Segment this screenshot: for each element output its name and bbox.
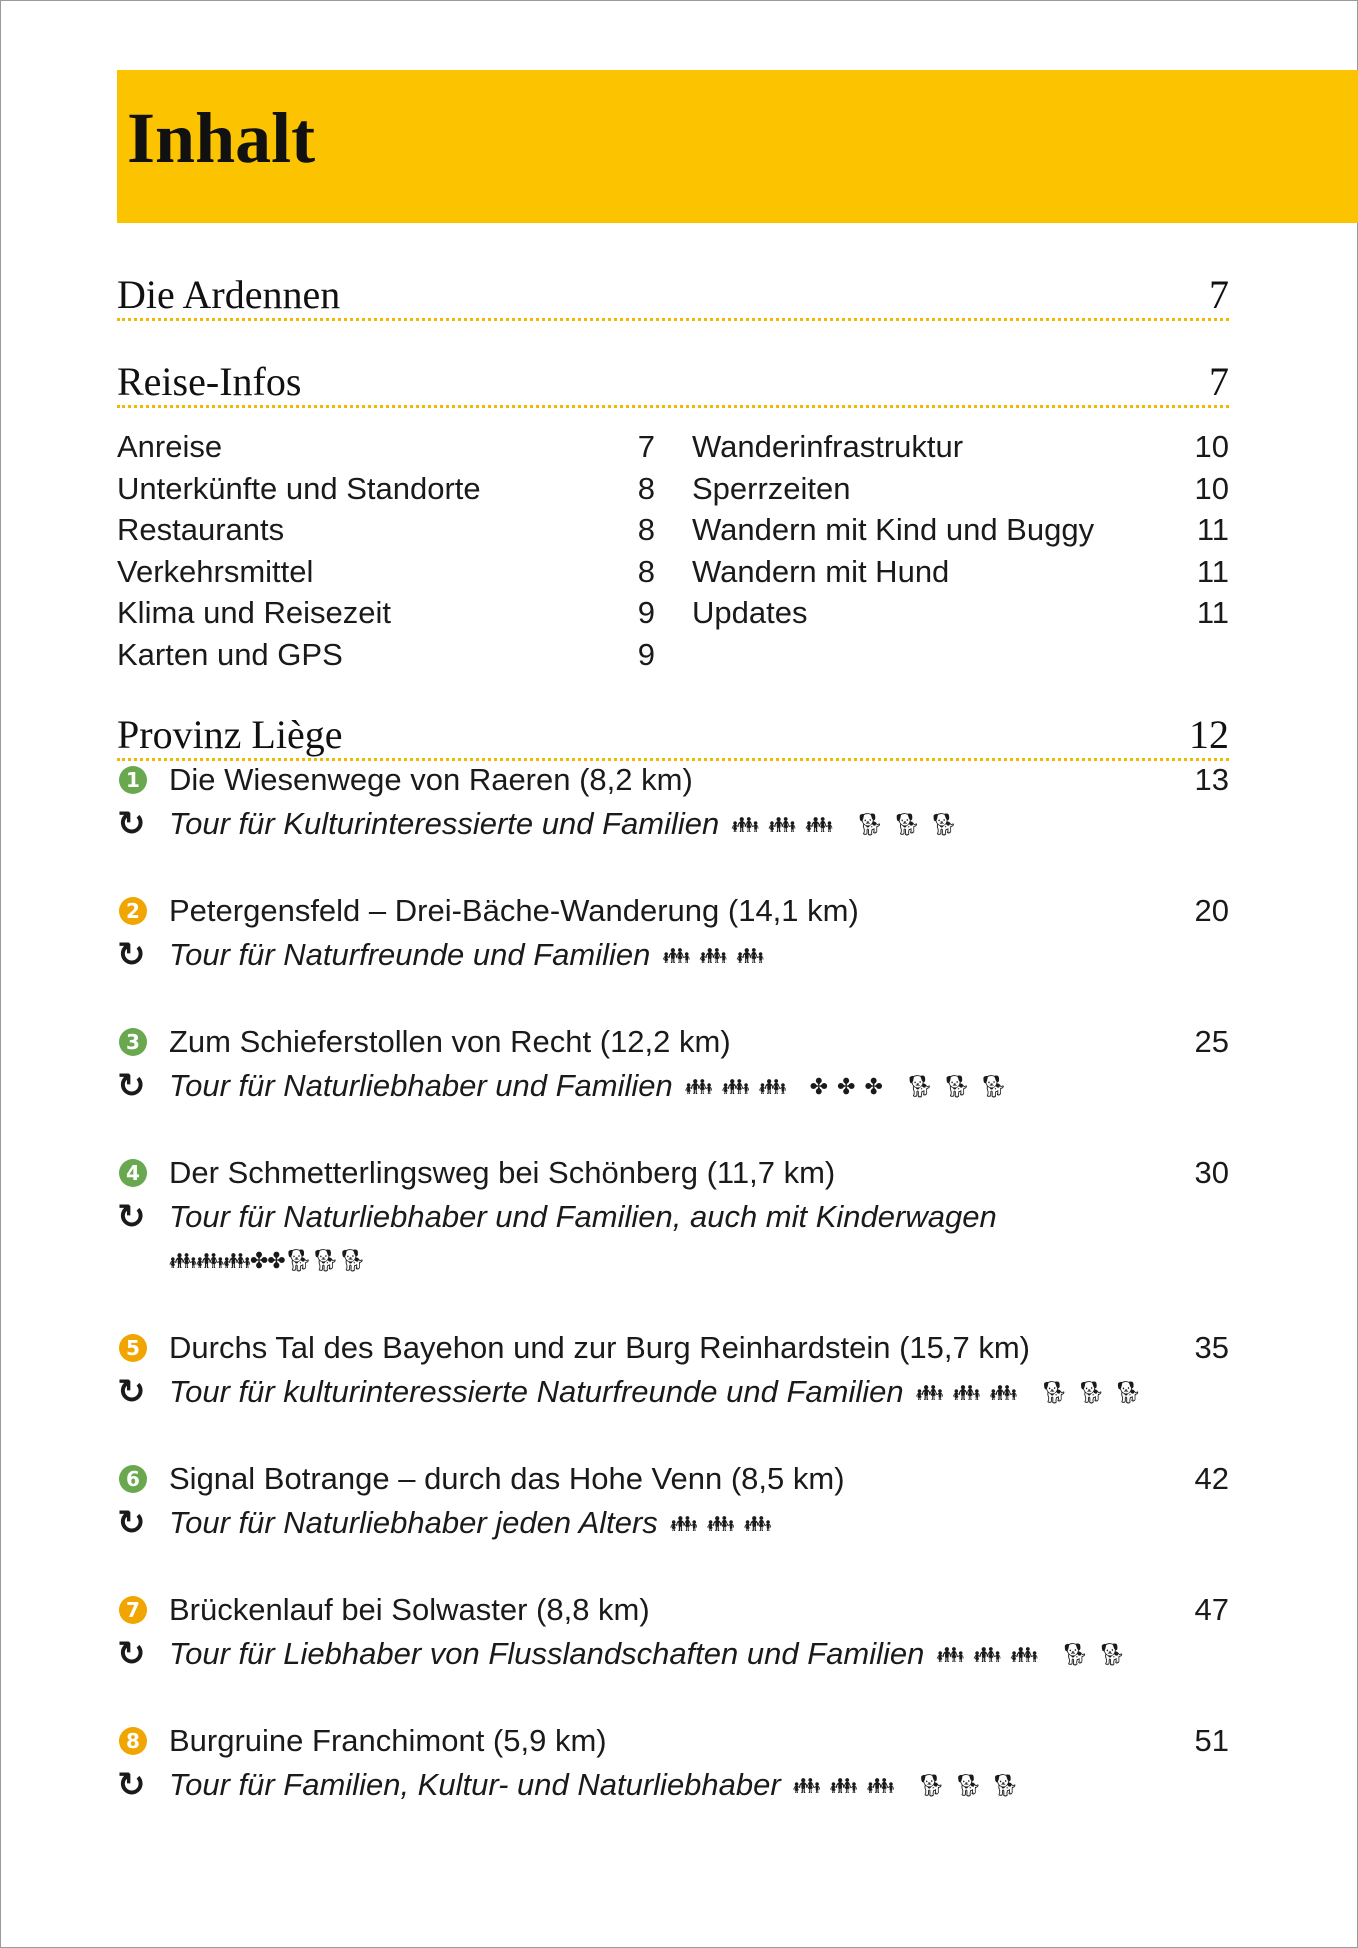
tour-title-line: [117, 1719, 1229, 1763]
toc-label: Klima und Reisezeit: [117, 595, 391, 630]
dog-icon: 🐕︎: [1061, 1642, 1089, 1667]
family-icon: 👪︎: [936, 1642, 964, 1667]
loop-icon: ↻: [117, 1503, 146, 1543]
dog-icon: 🐕︎: [917, 1773, 945, 1798]
loop-icon: ↻: [117, 1066, 146, 1106]
family-icon: 👪︎: [915, 1380, 943, 1405]
tour-number-badge: 5: [119, 1334, 147, 1362]
tour-name: Petergensfeld – Drei-Bäche-Wanderung (14,1 km): [169, 893, 859, 928]
toc-page: 8: [637, 512, 655, 547]
tour-suitability-icons: [916, 1371, 1152, 1415]
tour-name: Burgruine Franchimont (5,9 km): [169, 1723, 607, 1758]
reise-infos-left: [117, 426, 655, 675]
tour-title-line: [117, 1588, 1229, 1632]
tour-description: Tour für Naturliebhaber jeden Alters 👪︎ 👪︎ 👪︎: [169, 1501, 781, 1546]
toc-label: Karten und GPS: [117, 636, 343, 672]
family-icon: 👪︎: [829, 1773, 857, 1798]
toc-entry[interactable]: [692, 468, 1229, 510]
stroller-icon: ✤: [809, 1074, 827, 1099]
family-icon: 👪︎: [706, 1511, 734, 1536]
tour-entry[interactable]: [117, 1588, 1229, 1676]
tour-entry[interactable]: [117, 1151, 1229, 1283]
dog-icon: 🐕︎: [929, 812, 957, 837]
section-title: Die Ardennen: [117, 272, 341, 317]
tour-desc-line: [117, 1195, 1229, 1239]
stroller-icon: ✤: [864, 1074, 882, 1099]
family-icon: 👪︎: [805, 812, 833, 837]
dog-icon: 🐕︎: [991, 1773, 1019, 1798]
toc-label: Restaurants: [117, 512, 285, 547]
tour-entry[interactable]: [117, 1020, 1229, 1108]
family-icon: 👪︎: [736, 943, 764, 968]
tour-page: 42: [1194, 1461, 1229, 1496]
dog-icon: 🐕︎: [892, 812, 920, 837]
family-icon: 👪︎: [952, 1380, 980, 1405]
tour-suitability-icons: [731, 803, 967, 847]
tour-suitability-icons: [670, 1502, 781, 1546]
family-icon: 👪︎: [792, 1773, 820, 1798]
toc-page: 10: [1194, 470, 1229, 506]
dog-icon: 🐕︎: [1098, 1642, 1126, 1667]
section-provinz-liege[interactable]: [117, 712, 1229, 761]
tour-number-badge: 6: [119, 1465, 147, 1493]
tour-entry[interactable]: [117, 1326, 1229, 1414]
dog-icon: 🐕︎: [856, 812, 883, 837]
toc-entry[interactable]: [692, 426, 1229, 468]
toc-label: Unterkünfte und Standorte: [117, 470, 481, 506]
toc-entry[interactable]: [117, 509, 655, 551]
tour-description: Tour für Liebhaber von Flusslandschaften und Familien 👪︎ 👪︎ 👪︎ 🐕︎ 🐕︎: [169, 1632, 1135, 1677]
stroller-icon: ✤: [267, 1248, 285, 1273]
tour-description: Tour für kulturinteressierte Naturfreunde und Familien 👪︎ 👪︎ 👪︎ 🐕︎ 🐕︎ 🐕︎: [169, 1370, 1151, 1415]
tour-entry[interactable]: [117, 1719, 1229, 1807]
toc-page: 9: [637, 595, 655, 630]
family-icon: 👪︎: [721, 1074, 749, 1099]
toc-entry[interactable]: [692, 509, 1229, 551]
toc-label: Anreise: [117, 429, 223, 464]
tour-description: Tour für Kulturinteressierte und Familien 👪︎ 👪︎ 👪︎ 🐕︎ 🐕︎ 🐕︎: [169, 802, 967, 847]
section-reise-infos[interactable]: [117, 359, 1229, 408]
tour-number-badge: 2: [119, 897, 147, 925]
tour-page: 47: [1194, 1592, 1229, 1627]
family-icon: 👪︎: [222, 1248, 250, 1273]
tour-name: Der Schmetterlingsweg bei Schönberg (11,7 km): [169, 1155, 836, 1190]
title-band: [117, 70, 1358, 223]
toc-label: Wandern mit Hund: [692, 553, 950, 589]
dog-icon: 🐕︎: [311, 1248, 339, 1273]
toc-label: Wandern mit Kind und Buggy: [692, 512, 1095, 547]
tour-page: 25: [1194, 1024, 1229, 1059]
tour-name: Die Wiesenwege von Raeren (8,2 km): [169, 762, 693, 797]
loop-icon: ↻: [117, 804, 146, 844]
tour-desc-line: [117, 1763, 1229, 1807]
tour-number-badge: 4: [119, 1159, 147, 1187]
section-title: Reise-Infos: [117, 359, 302, 404]
dog-icon: 🐕︎: [338, 1248, 366, 1273]
toc-entry[interactable]: [692, 592, 1229, 634]
family-icon: 👪︎: [973, 1642, 1001, 1667]
loop-icon: ↻: [117, 1634, 146, 1674]
toc-page: 9: [637, 636, 655, 672]
tour-number-badge: 7: [119, 1596, 147, 1624]
family-icon: 👪︎: [169, 1248, 196, 1273]
tour-title-line: [117, 1326, 1229, 1370]
section-page: 7: [1209, 359, 1229, 404]
tour-desc-line: [117, 933, 1229, 977]
loop-icon: ↻: [117, 1372, 146, 1412]
tour-page: 13: [1194, 762, 1229, 797]
tour-desc-line: [117, 1370, 1229, 1414]
family-icon: 👪︎: [684, 1074, 712, 1099]
toc-entry[interactable]: [692, 551, 1229, 593]
toc-entry[interactable]: [117, 426, 655, 468]
dog-icon: 🐕︎: [905, 1074, 933, 1099]
tour-title-line: [117, 758, 1229, 802]
tour-icons-line: [117, 1239, 1229, 1283]
tour-description: Tour für Naturliebhaber und Familien, auch mit Kinderwagen: [169, 1199, 997, 1234]
page-title: Inhalt: [127, 98, 316, 178]
tour-name: Durchs Tal des Bayehon und zur Burg Reinhardstein (15,7 km): [169, 1330, 1030, 1365]
tour-suitability-icons: [169, 1239, 366, 1283]
family-icon: 👪︎: [758, 1074, 786, 1099]
dog-icon: 🐕︎: [1114, 1380, 1142, 1405]
section-page: 7: [1209, 272, 1229, 317]
loop-icon: ↻: [117, 935, 146, 975]
toc-label: Updates: [692, 595, 808, 630]
toc-page: 11: [1196, 553, 1229, 589]
tour-desc-line: [117, 1632, 1229, 1676]
family-icon: 👪︎: [768, 812, 796, 837]
dog-icon: 🐕︎: [1040, 1380, 1068, 1405]
family-icon: 👪︎: [699, 943, 727, 968]
tour-desc-line: [117, 1064, 1229, 1108]
toc-entry[interactable]: [117, 634, 655, 676]
tour-number-badge: 3: [119, 1028, 147, 1056]
tour-name: Zum Schieferstollen von Recht (12,2 km): [169, 1024, 731, 1059]
reise-infos-right: [692, 426, 1229, 634]
dog-icon: 🐕︎: [1077, 1380, 1105, 1405]
tour-suitability-icons: [685, 1065, 1017, 1109]
tour-desc-line: [117, 802, 1229, 846]
tour-entry[interactable]: [117, 889, 1229, 977]
tour-description: Tour für Familien, Kultur- und Naturliebhaber 👪︎ 👪︎ 👪︎ 🐕︎ 🐕︎ 🐕︎: [169, 1763, 1028, 1808]
family-icon: 👪︎: [866, 1773, 894, 1798]
tour-suitability-icons: [662, 934, 773, 978]
tour-number-badge: 8: [119, 1727, 147, 1755]
tour-title-line: [117, 1020, 1229, 1064]
tour-title-line: [117, 1457, 1229, 1501]
family-icon: 👪︎: [195, 1248, 223, 1273]
toc-page: 11: [1196, 512, 1229, 547]
toc-label: Wanderinfrastruktur: [692, 429, 964, 464]
dog-icon: 🐕︎: [284, 1248, 312, 1273]
family-icon: 👪︎: [743, 1511, 771, 1536]
tour-entry[interactable]: [117, 1457, 1229, 1545]
tour-number-badge: 1: [119, 766, 147, 794]
stroller-icon: ✤: [249, 1248, 268, 1273]
section-page: 12: [1189, 712, 1229, 757]
tour-title-line: [117, 1151, 1229, 1195]
dog-icon: 🐕︎: [954, 1773, 982, 1798]
stroller-icon: ✤: [837, 1074, 855, 1099]
loop-icon: ↻: [117, 1197, 146, 1237]
toc-entry[interactable]: [117, 592, 655, 634]
tour-page: 51: [1194, 1723, 1229, 1758]
dog-icon: 🐕︎: [942, 1074, 970, 1099]
tour-name: Brückenlauf bei Solwaster (8,8 km): [169, 1592, 650, 1627]
family-icon: 👪︎: [662, 943, 690, 968]
section-die-ardennen[interactable]: [117, 272, 1229, 321]
tour-description: Tour für Naturfreunde und Familien 👪︎ 👪︎ 👪︎: [169, 933, 773, 978]
toc-entry[interactable]: [117, 468, 655, 510]
family-icon: 👪︎: [989, 1380, 1017, 1405]
toc-page: 8: [637, 553, 655, 589]
toc-page: 10: [1194, 429, 1229, 464]
tour-page: 20: [1194, 893, 1229, 928]
toc-page: 7: [637, 429, 655, 464]
toc-label: Verkehrsmittel: [117, 553, 314, 589]
tour-name: Signal Botrange – durch das Hohe Venn (8,5 km): [169, 1461, 845, 1496]
tour-suitability-icons: [793, 1764, 1029, 1808]
tour-entry[interactable]: [117, 758, 1229, 846]
toc-label: Sperrzeiten: [692, 470, 851, 506]
loop-icon: ↻: [117, 1765, 146, 1805]
tour-page: 35: [1194, 1330, 1229, 1365]
dog-icon: 🐕︎: [979, 1074, 1007, 1099]
tour-suitability-icons: [936, 1633, 1135, 1677]
toc-page: 8: [637, 470, 655, 506]
family-icon: 👪︎: [1010, 1642, 1038, 1667]
toc-entry[interactable]: [117, 551, 655, 593]
family-icon: 👪︎: [669, 1511, 697, 1536]
tour-desc-line: [117, 1501, 1229, 1545]
tour-description: Tour für Naturliebhaber und Familien 👪︎ 👪︎ 👪︎ ✤ ✤ ✤ 🐕︎ 🐕︎ 🐕︎: [169, 1064, 1017, 1109]
tour-page: 30: [1194, 1155, 1229, 1190]
family-icon: 👪︎: [731, 812, 759, 837]
tour-title-line: [117, 889, 1229, 933]
section-title: Provinz Liège: [117, 712, 343, 757]
toc-page: 11: [1196, 595, 1229, 630]
